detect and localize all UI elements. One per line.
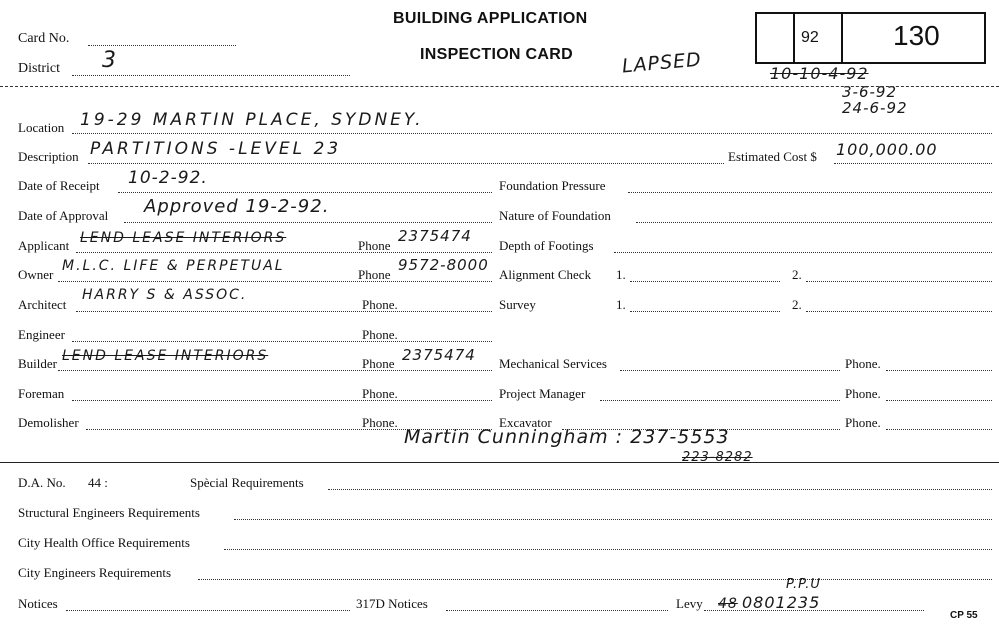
health-line bbox=[224, 549, 992, 550]
engineers-label: City Engineers Requirements bbox=[18, 565, 172, 580]
card-number: 130 bbox=[893, 20, 940, 51]
date-note-2: 3-6-92 bbox=[842, 83, 897, 101]
foreman-label: Foreman bbox=[18, 386, 65, 401]
description-line bbox=[88, 163, 724, 164]
nature-foundation-label: Nature of Foundation bbox=[499, 208, 611, 223]
card-no-label: Card No. bbox=[18, 31, 70, 46]
description-label: Description bbox=[18, 149, 79, 164]
levy-value: P.P.U bbox=[786, 577, 821, 592]
da-label: D.A. No. bbox=[18, 475, 66, 490]
notices-317d-label: 317D Notices bbox=[356, 596, 428, 611]
card-no-line bbox=[88, 45, 236, 46]
mechanical-label: Mechanical Services bbox=[499, 356, 607, 371]
foundation-pressure-label: Foundation Pressure bbox=[499, 178, 606, 193]
levy-line bbox=[704, 610, 924, 611]
survey-1-line bbox=[630, 311, 780, 312]
description-value: PARTITIONS -LEVEL 23 bbox=[90, 139, 342, 159]
owner-phone-label: Phone bbox=[358, 267, 391, 282]
location-label: Location bbox=[18, 120, 65, 135]
lapsed-stamp: LAPSED bbox=[621, 48, 703, 78]
notices-317d-line bbox=[446, 610, 668, 611]
builder-phone-value: 2375474 bbox=[402, 346, 476, 364]
mechanical-line bbox=[620, 370, 840, 371]
structural-label: Structural Engineers Requirements bbox=[18, 505, 200, 520]
location-line bbox=[72, 133, 992, 134]
mechanical-phone-label: Phone. bbox=[845, 356, 881, 371]
builder-line bbox=[58, 370, 492, 371]
date-approval-label: Date of Approval bbox=[18, 208, 109, 223]
engineer-line bbox=[72, 341, 492, 342]
builder-phone-label: Phone bbox=[362, 356, 395, 371]
demolisher-phone-label: Phone. bbox=[362, 415, 398, 430]
date-receipt-value: 10-2-92. bbox=[128, 168, 208, 188]
applicant-phone-value: 2375474 bbox=[398, 227, 472, 245]
contact-old-number: 223-8282 bbox=[682, 450, 753, 465]
form-code: CP 55 bbox=[950, 610, 978, 621]
structural-line bbox=[234, 519, 992, 520]
survey-1-label: 1. bbox=[616, 297, 626, 312]
architect-value: HARRY S & ASSOC. bbox=[82, 287, 248, 303]
card-year: 92 bbox=[801, 29, 819, 46]
alignment-label: Alignment Check bbox=[499, 267, 592, 282]
alignment-1-line bbox=[630, 281, 780, 282]
engineers-line bbox=[198, 579, 992, 580]
header-divider bbox=[0, 86, 999, 87]
builder-value: LEND LEASE INTERIORS bbox=[62, 348, 269, 364]
date-receipt-line bbox=[118, 192, 492, 193]
builder-label: Builder bbox=[18, 356, 57, 371]
foundation-pressure-line bbox=[628, 192, 992, 193]
applicant-value: LEND LEASE INTERIORS bbox=[80, 230, 287, 246]
contact-note: Martin Cunningham : 237-5553 bbox=[404, 426, 730, 448]
applicant-phone-label: Phone bbox=[358, 238, 391, 253]
alignment-2-line bbox=[806, 281, 992, 282]
district-value: 3 bbox=[102, 48, 117, 73]
depth-footings-label: Depth of Footings bbox=[499, 238, 594, 253]
demolisher-label: Demolisher bbox=[18, 415, 79, 430]
owner-label: Owner bbox=[18, 267, 54, 282]
architect-line bbox=[76, 311, 492, 312]
levy-old: 48 bbox=[718, 596, 738, 612]
owner-value: M.L.C. LIFE & PERPETUAL bbox=[62, 258, 285, 274]
excavator-phone-label: Phone. bbox=[845, 415, 881, 430]
estimated-cost-label: Estimated Cost $ bbox=[728, 149, 817, 164]
location-value: 19-29 MARTIN PLACE, SYDNEY. bbox=[80, 110, 424, 130]
notices-line bbox=[66, 610, 350, 611]
engineer-label: Engineer bbox=[18, 327, 65, 342]
district-label: District bbox=[18, 61, 60, 76]
applicant-line bbox=[76, 252, 492, 253]
depth-footings-line bbox=[614, 252, 992, 253]
form-title-line1: BUILDING APPLICATION bbox=[393, 10, 588, 27]
estimated-cost-value: 100,000.00 bbox=[836, 140, 938, 159]
survey-label: Survey bbox=[499, 297, 536, 312]
notices-label: Notices bbox=[18, 596, 58, 611]
section-divider bbox=[0, 462, 999, 463]
excavator-phone-line bbox=[886, 429, 992, 430]
applicant-label: Applicant bbox=[18, 238, 70, 253]
architect-phone-label: Phone. bbox=[362, 297, 398, 312]
health-label: City Health Office Requirements bbox=[18, 535, 190, 550]
date-approval-value: Approved 19-2-92. bbox=[144, 196, 330, 217]
engineer-phone-label: Phone. bbox=[362, 327, 398, 342]
alignment-1-label: 1. bbox=[616, 267, 626, 282]
owner-line bbox=[58, 281, 492, 282]
project-manager-label: Project Manager bbox=[499, 386, 586, 401]
date-note-3: 24-6-92 bbox=[842, 99, 908, 117]
foreman-phone-label: Phone. bbox=[362, 386, 398, 401]
nature-foundation-line bbox=[636, 222, 992, 223]
special-requirements-label: Spècial Requirements bbox=[190, 475, 304, 490]
mechanical-phone-line bbox=[886, 370, 992, 371]
levy-number: 0801235 bbox=[742, 593, 821, 612]
special-requirements-line bbox=[328, 489, 992, 490]
project-manager-phone-line bbox=[886, 400, 992, 401]
levy-label: Levy bbox=[676, 596, 703, 611]
da-value: 44 : bbox=[88, 475, 108, 490]
district-line bbox=[72, 75, 350, 76]
estimated-cost-line bbox=[834, 163, 992, 164]
alignment-2-label: 2. bbox=[792, 267, 802, 282]
date-receipt-label: Date of Receipt bbox=[18, 178, 100, 193]
architect-label: Architect bbox=[18, 297, 67, 312]
foreman-line bbox=[72, 400, 492, 401]
survey-2-label: 2. bbox=[792, 297, 802, 312]
owner-phone-value: 9572-8000 bbox=[398, 256, 489, 274]
card-number-box bbox=[755, 12, 986, 64]
form-title-line2: INSPECTION CARD bbox=[420, 46, 573, 63]
project-manager-phone-label: Phone. bbox=[845, 386, 881, 401]
date-approval-line bbox=[124, 222, 492, 223]
survey-2-line bbox=[806, 311, 992, 312]
project-manager-line bbox=[600, 400, 840, 401]
excavator-label: Excavator bbox=[499, 415, 552, 430]
date-note-1: 10-10-4-92 bbox=[770, 64, 869, 83]
